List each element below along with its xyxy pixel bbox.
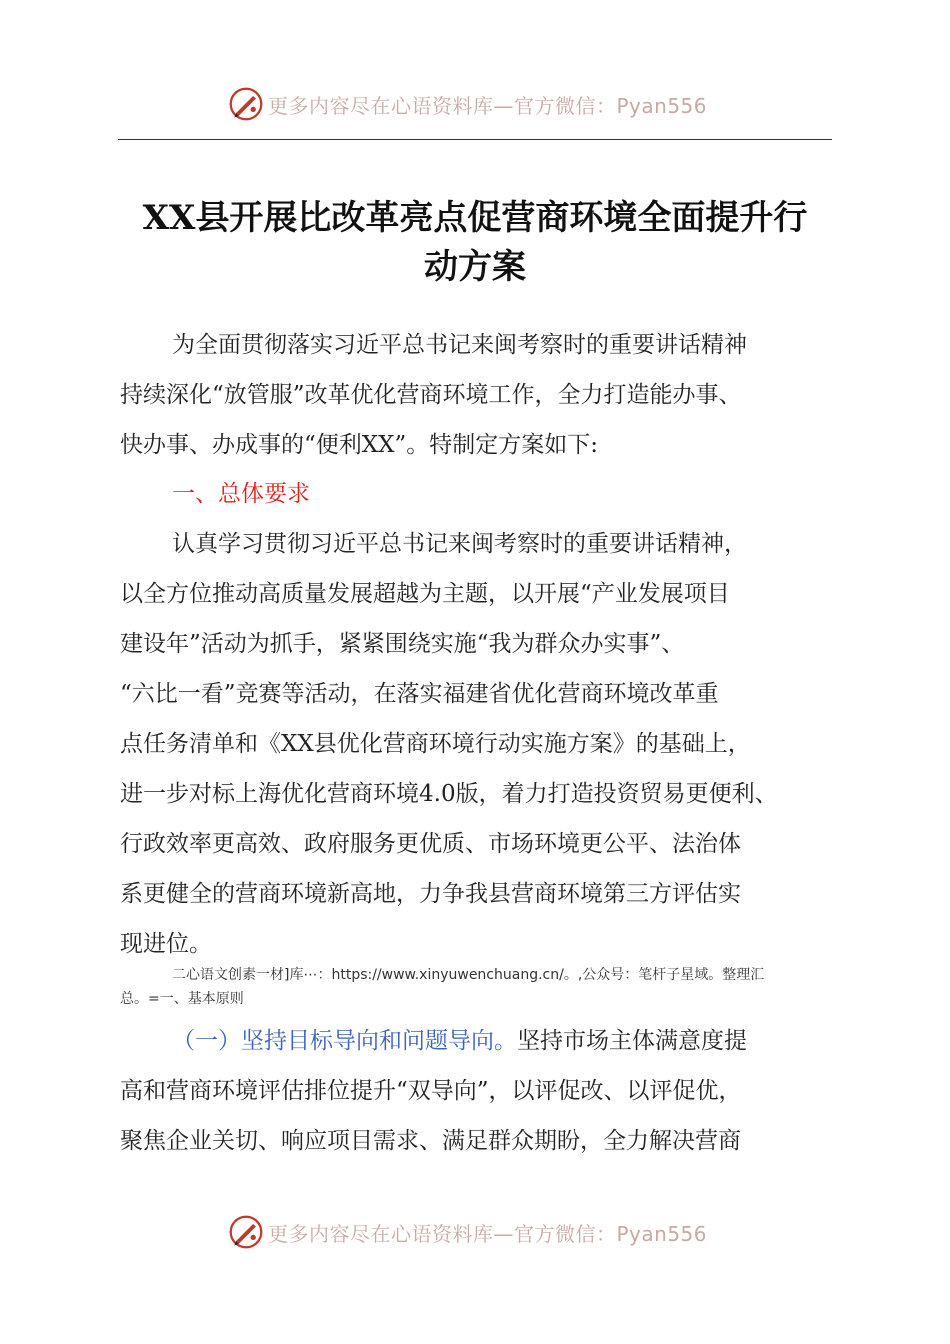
section1-line-8: 系更健全的营商环境新高地，力争我县营商环境第三方评估实 bbox=[120, 881, 741, 907]
intro-line-3: 快办事、办成事的“便利XX”。特制定方案如下: bbox=[120, 432, 599, 458]
section1-line-5: 点任务清单和《XX县优化营商环境行动实施方案》的基础上， bbox=[120, 731, 751, 757]
header-brand bbox=[228, 84, 707, 124]
page-header bbox=[0, 84, 950, 124]
principle1-line-2: 高和营商环境评估排位提升“双导向”，以评促改、以评促优， bbox=[120, 1078, 742, 1104]
section1-line-4: “六比一看”竞赛等活动，在落实福建省优化营商环境改革重 bbox=[120, 681, 719, 707]
section1-line-6: 进一步对标上海优化营商环境4.0版，着力打造投资贸易更便利、 bbox=[120, 781, 778, 807]
document-title-line-2: 动方案 bbox=[424, 247, 526, 287]
watermark-line-2: 总。=一、基本原则 bbox=[120, 991, 244, 1007]
section1-line-9: 现进位。 bbox=[120, 931, 212, 957]
principle1-line-3: 聚焦企业关切、响应项目需求、满足群众期盼，全力解决营商 bbox=[120, 1128, 741, 1154]
section1-line-3: 建设年”活动为抓手，紧紧围绕实施“我为群众办实事”、 bbox=[120, 631, 685, 657]
principle1-rest: 坚持市场主体满意度提 bbox=[517, 1028, 747, 1054]
section1-line-1: 认真学习贯彻习近平总书记来闽考察时的重要讲话精神， bbox=[172, 531, 747, 557]
section1-line-7: 行政效率更高效、政府服务更优质、市场环境更公平、法治体 bbox=[120, 831, 741, 857]
pen-logo-icon bbox=[228, 86, 264, 122]
watermark-line-1: 二心语文创素一材]库⋯：https://www.xinyuwenchuang.cn/。,公众号：笔杆子星域。整理汇 bbox=[172, 967, 765, 983]
footer-brand-text: 更多内容尽在心语资料库—官方微信：Pyan556 bbox=[268, 1221, 708, 1246]
principle1-first-line bbox=[172, 1022, 747, 1055]
section1-line-2: 以全方位推动高质量发展超越为主题，以开展“产业发展项目 bbox=[120, 581, 730, 607]
document-title-line-1: XX县开展比改革亮点促营商环境全面提升行 bbox=[142, 198, 808, 238]
pen-logo-icon bbox=[228, 1214, 264, 1250]
principle1-label: （一）坚持目标导向和问题导向。 bbox=[172, 1028, 517, 1054]
intro-line-1: 为全面贯彻落实习近平总书记来闽考察时的重要讲话精神 bbox=[172, 332, 747, 358]
footer-brand bbox=[228, 1212, 707, 1252]
section-heading-general-requirements: 一、总体要求 bbox=[172, 481, 310, 507]
header-divider bbox=[118, 139, 832, 140]
header-brand-text: 更多内容尽在心语资料库—官方微信：Pyan556 bbox=[268, 93, 708, 118]
page-footer bbox=[0, 1212, 950, 1252]
intro-line-2: 持续深化“放管服”改革优化营商环境工作，全力打造能办事、 bbox=[120, 382, 742, 408]
